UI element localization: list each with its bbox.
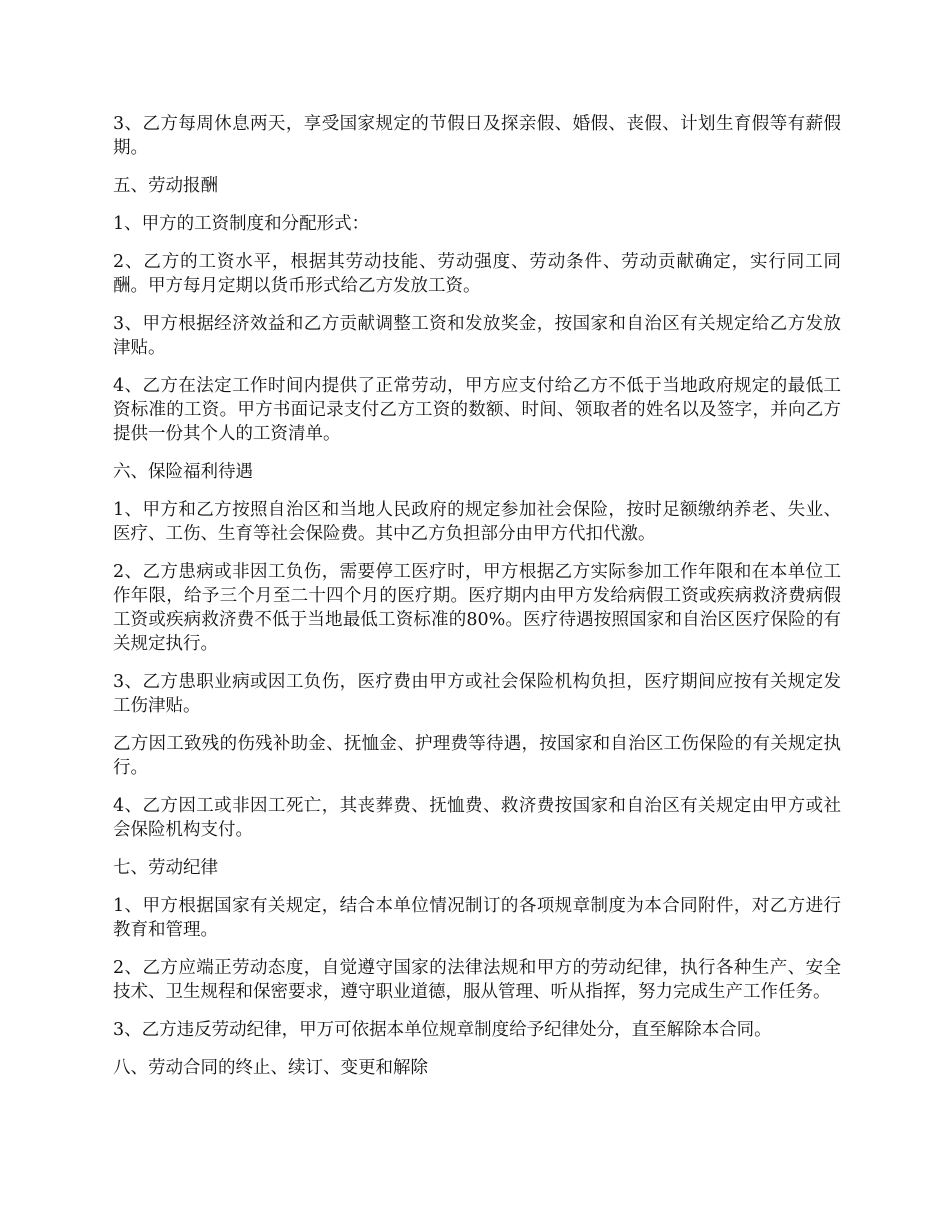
section-heading-discipline: 七、劳动纪律: [113, 858, 218, 878]
paragraph-sick-leave: 2、乙方患病或非因工负伤，需要停工医疗时，甲方根据乙方实际参加工作年限和在本单位工作年限，给予三个月至二十四个月的医疗期。医疗期内由甲方发给病假工资或疾病救济费病假工资或疾病救济费不低于当地最低工资标准的80%。医疗待遇按照国家和自治区医疗保险的有关规定执行。: [113, 562, 841, 654]
paragraph-disciplinary-action: 3、乙方违反劳动纪律，甲万可依据本单位规章制度给予纪律处分，直至解除本合同。: [113, 1020, 772, 1040]
paragraph-rules-education: 1、甲方根据国家有关规定，结合本单位情况制订的各项规章制度为本合同附件，对乙方进行教育和管理。: [113, 896, 841, 940]
section-heading-insurance: 六、保险福利待遇: [113, 462, 253, 482]
paragraph-wage-adjustment: 3、甲方根据经济效益和乙方贡献调整工资和发放奖金，按国家和自治区有关规定给乙方发放津贴。: [113, 314, 841, 358]
document-body: [113, 112, 841, 1094]
paragraph-occupational-injury: 3、乙方患职业病或因工负伤，医疗费由甲方或社会保险机构负担，医疗期间应按有关规定发工伤津贴。: [113, 672, 841, 716]
paragraph-minimum-wage: 4、乙方在法定工作时间内提供了正常劳动，甲方应支付给乙方不低于当地政府规定的最低工资标准的工资。甲方书面记录支付乙方工资的数额、时间、领取者的姓名以及签字，并向乙方提供一份其个人的工资清单。: [113, 376, 841, 444]
paragraph-employee-conduct: 2、乙方应端正劳动态度，自觉遵守国家的法律法规和甲方的劳动纪律，执行各种生产、安全技术、卫生规程和保密要求，遵守职业道德，服从管理、听从指挥，努力完成生产工作任务。: [113, 958, 841, 1002]
section-heading-remuneration: 五、劳动报酬: [113, 176, 218, 196]
paragraph-wage-system: 1、甲方的工资制度和分配形式：: [113, 214, 370, 234]
paragraph-rest-days: 3、乙方每周休息两天，享受国家规定的节假日及探亲假、婚假、丧假、计划生育假等有薪假期。: [113, 114, 841, 158]
section-heading-termination: 八、劳动合同的终止、续订、变更和解除: [113, 1058, 428, 1078]
paragraph-death-benefits: 4、乙方因工或非因工死亡，其丧葬费、抚恤费、救济费按国家和自治区有关规定由甲方或社会保险机构支付。: [113, 796, 841, 840]
paragraph-disability-benefits: 乙方因工致残的伤残补助金、抚恤金、护理费等待遇，按国家和自治区工伤保险的有关规定执行。: [113, 734, 841, 778]
paragraph-social-insurance: 1、甲方和乙方按照自治区和当地人民政府的规定参加社会保险，按时足额缴纳养老、失业、医疗、工伤、生育等社会保险费。其中乙方负担部分由甲方代扣代激。: [113, 500, 841, 544]
paragraph-wage-level: 2、乙方的工资水平，根据其劳动技能、劳动强度、劳动条件、劳动贡献确定，实行同工同酬。甲方每月定期以货币形式给乙方发放工资。: [113, 252, 841, 296]
